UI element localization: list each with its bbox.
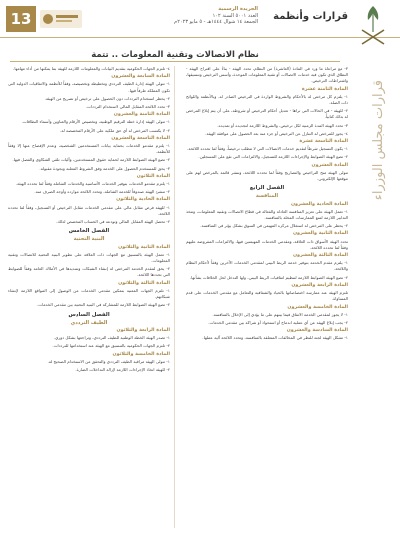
paragraph: ١- يكون التسجيل شرطاً لتقديم خدمات الاتصالات التي لا تتطلب ترخيصاً، وفقاً لما تحدده اللائحة. (187, 146, 348, 152)
article-heading: المادة الحادية والثلاثون (116, 197, 170, 203)
paragraph: ٤- يجوز للمرخص له التنازل عن الترخيص أو جزء منه بعد الحصول على موافقة الهيئة. (205, 130, 348, 136)
paragraph: ١- تشكل الهيئة لجنة للنظر في المخالفات المتعلقة بالمنافسة، وتحدد اللائحة آلية عملها. (202, 335, 348, 341)
chapter-heading: الفصل الرابع (249, 185, 285, 192)
article-heading: المادة السادسة والعشرون (286, 328, 348, 334)
paragraph: ١- تتولى الهيئة إدارة خطة الترقيم الوطنية، وتخصيص الأرقام والعناوين وأسماء النطاقات. (21, 119, 170, 125)
article-title-bar (10, 48, 340, 62)
paragraph: ٢- تحصل الهيئة المقابل المالي وتودعه في الحساب المخصص لذلك. (56, 219, 170, 225)
article-heading: المادة الرابعة والثلاثون (116, 327, 170, 333)
left-column (8, 66, 170, 375)
paragraph: ٢- يحظر على المرخص له استغلال مركزه المهيمن في السوق بشكل يؤثر في المنافسة. (200, 223, 348, 229)
paragraph: ٢- تنشئ الهيئة صندوقاً للخدمة الشاملة، وتحدد اللائحة موارده وأوجه الصرف منه. (34, 189, 170, 195)
issue-info (88, 6, 258, 32)
article-heading: المادة الثانية والثلاثون (118, 244, 170, 250)
article-heading: المادة التاسعة والعشرون (111, 135, 170, 141)
paragraph: ٣- تحدد اللائحة المقابل المالي لاستخدام الترددات. (85, 104, 170, 110)
issue-line-1: الجريدة الرسمية (218, 6, 258, 12)
issue-line-3: الجمعة ١٤ شوال ١٤٤٤هـ - ٥ مايو ٢٠٢٣م (174, 19, 258, 25)
paragraph: ١- لا يجوز لمقدمي الخدمة الاتفاق فيما بينهم على ما يؤدي إلى الإخلال بالمنافسة. (212, 311, 348, 317)
column-divider (174, 66, 175, 528)
paragraph: ٤- تلتزم الجهات الحكومية بتقديم البيانات والمعلومات اللازمة للهيئة بما يمكنها من أداء مهامها. (13, 66, 170, 71)
paragraph: ٢- تضع الهيئة الضوابط اللازمة لحماية حقوق المستخدمين، وآليات تلقي الشكاوى والفصل فيها. (12, 157, 170, 163)
article-heading: المادة التاسعة عشرة (299, 139, 348, 145)
paragraph: تحدد الهيئة الأسواق ذات العلاقة، ومقدمي الخدمات المهيمنين فيها، والالتزامات المفروضة عليهم وفقاً لما تحدده اللائحة. (186, 238, 348, 250)
paragraph: ١- تتولى الهيئة مراقبة الطيف الترددي والتحقق من الاستخدام الصحيح له. (47, 358, 170, 364)
paragraph: ٢- يحظر استخدام الترددات دون الحصول على ترخيص أو تصريح من الهيئة. (44, 95, 170, 101)
chapter-heading: المنافسة (255, 193, 279, 200)
article-heading: المادة الخامسة والثلاثون (112, 351, 170, 357)
paragraph: ٢- للهيئة اتخاذ الإجراءات اللازمة لإزالة التداخلات الضارة. (75, 366, 170, 372)
paragraph: ٢- تضع الهيئة الضوابط والإجراءات اللازمة للتسجيل، والالتزامات التي تقع على المسجلين. (198, 154, 348, 160)
paragraph: ٢- يجب إبلاغ الهيئة عن أي عملية اندماج أو استحواذ أو شراكة بين مقدمي الخدمات. (208, 319, 348, 325)
paragraph: ٢- تلتزم الجهات الحكومية بالتنسيق مع الهيئة عند استخدامها للترددات. (52, 343, 170, 349)
paragraph: ٢- تضع الهيئة الضوابط اللازمة للمشاركة في البنية التحتية بين مقدمي الخدمات. (36, 302, 170, 308)
paragraph: ١- يلتزم مقدم الخدمة بتوفير خدمة الربط البيني لمقدمي الخدمات الآخرين وفقاً لأحكام النظام واللائحة. (186, 260, 348, 272)
paragraph: ١- يلتزم مقدمو الخدمات بحماية بيانات المستخدمين الشخصية، وعدم الإفصاح عنها إلا وفقاً للأنظمة. (8, 143, 170, 155)
chapter-heading: البنية التحتية (73, 236, 105, 243)
paragraph: ١- يلتزم كل مرخص له بالأحكام والشروط الواردة في الترخيص الصادر له، وبالأنظمة واللوائح ذات الصلة. (186, 93, 348, 106)
paragraph: ١- تتولى الهيئة إدارة الطيف الترددي وتخطيطه وتخصيصه، وفقاً للأنظمة والاتفاقيات الدولية التي تكون المملكة طرفاً فيها. (8, 81, 170, 93)
chapter-heading: الطيف الترددي (70, 319, 108, 326)
side-brand: قرارات مجلس الوزراء (371, 80, 386, 201)
article-heading: المادة الثالثة والثلاثون (118, 280, 170, 286)
newspaper-logo-icon (40, 8, 82, 30)
paragraph: تتولى الهيئة منح التراخيص والتصاريح وفقاً لما تحدده اللائحة، وتنشر قائمة بالمرخص لهم على موقعها الإلكتروني. (186, 169, 348, 182)
paragraph: ١- يلتزم مقدمو الخدمات بتوفير الخدمات الأساسية والخدمات الشاملة وفقاً لما تحدده الهيئة. (15, 181, 170, 187)
article-heading: المادة العشرون (311, 162, 348, 168)
paragraph: ١- تعمل الهيئة على تعزيز المنافسة العادلة والفعالة في قطاع الاتصالات وتقنية المعلومات، وتتخذ التدابير اللازمة لمنع الممارسات المخلة بالمنافسة. (186, 208, 348, 221)
article-title: نظام الاتصالات وتقنية المعلومات .. تتمة (91, 49, 259, 60)
national-emblem-icon (352, 2, 394, 62)
paragraph: ١- تصدر الهيئة الخطة الوطنية للطيف الترددي، وتراجعها بشكل دوري. (53, 335, 170, 341)
paragraph: ٣- يحق للمستخدم الحصول على الخدمة وفق الشروط المعلنة وبجودة مقبولة. (39, 165, 170, 171)
paragraph: ٢- للهيئة - في الحالات التي تراها - تعديل أحكام الترخيص أو شروطه، على أن يتم إبلاغ المرخص له بذلك كتابياً. (186, 108, 348, 120)
page-header (0, 0, 400, 38)
chapter-heading: الفصل الخامس (68, 228, 110, 235)
article-heading: المادة الخامسة والعشرون (287, 304, 348, 310)
paragraph: ٢- تضع الهيئة الضوابط اللازمة لتنظيم اتفاقيات الربط البيني، ولها التدخل لحل الخلافات بشأنها. (189, 274, 348, 280)
article-heading: المادة الرابعة والعشرون (291, 282, 348, 288)
article-heading: المادة الثامنة عشرة (301, 86, 348, 92)
article-heading: المادة الثالثة والعشرون (292, 253, 348, 259)
article-heading: المادة الثانية والعشرون (292, 231, 348, 237)
article-heading: المادة السابعة والعشرون (111, 74, 170, 80)
paragraph: ١- تعمل الهيئة بالتنسيق مع الجهات ذات العلاقة على تطوير البنية التحتية للاتصالات وتقنية المعلومات. (8, 251, 170, 264)
paragraph: تلتزم الهيئة عند ممارسة اختصاصاتها بالحياد والشفافية والتعامل مع مقدمي الخدمات على قدم المساواة. (186, 290, 348, 302)
paragraph: ١- للهيئة فرض مقابل مالي على مقدمي الخدمات مقابل الترخيص أو التسجيل، وفقاً لما تحدده اللائحة. (8, 204, 170, 216)
issue-line-2: العدد ٥٠٠١ السنة ١٠٢ (212, 12, 258, 19)
paragraph: ١- تلتزم الجهات المعنية بتمكين مقدمي الخدمات من الوصول إلى المواقع اللازمة لإنشاء شبكاتهم. (8, 287, 170, 300)
article-heading: المادة الحادية والعشرون (290, 201, 348, 207)
article-heading: المادة الثلاثون (136, 173, 170, 179)
paragraph: ٣- تحدد الهيئة المدة الزمنية لكل ترخيص، والشروط اللازمة لتجديده أو تمديده. (217, 122, 348, 128)
paragraph: ٢- لا يكتسب المرخص له أي حق ملكية على الأرقام المخصصة له. (60, 127, 170, 133)
newspaper-logo (40, 6, 82, 32)
article-heading: المادة الثامنة والعشرون (113, 112, 170, 118)
page-number: 13 (6, 6, 36, 32)
right-column (186, 66, 348, 344)
paragraph: ٢- يحق لمقدم الخدمة المرخص له إنشاء الشبكات وتمديدها في الأملاك العامة وفقاً للضوابط التي تحددها اللائحة. (8, 266, 170, 278)
chapter-heading: الفصل السادس (68, 311, 110, 318)
paragraph: ٣- مع مراعاة ما ورد في المادة (العاشرة) من النظام، تحدد الهيئة - بناءً على اقتراح الهيئة - النطاق الذي تكون فيه خدمات الاتصالات أو تقنية المعلومات الموحدة، وأسس الترخيص وتنسيقها، واشتراطات الترخيص. (186, 66, 348, 84)
section-label: قرارات وأنظمة (273, 11, 348, 22)
